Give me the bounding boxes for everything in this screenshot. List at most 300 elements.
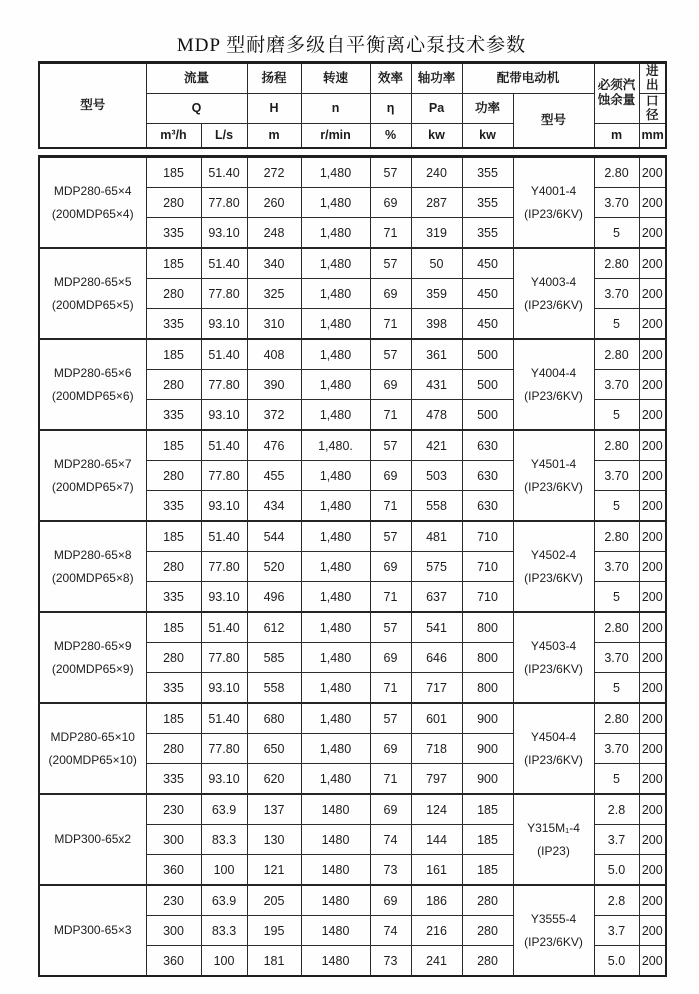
flow-m3h-cell: 185 <box>146 430 201 461</box>
port-cell: 200 <box>639 188 666 218</box>
speed-cell: 1,480 <box>301 582 370 613</box>
efficiency-cell: 57 <box>370 521 411 552</box>
speed-cell: 1,480 <box>301 400 370 431</box>
shaft-power-cell: 421 <box>411 430 462 461</box>
table-row <box>39 157 666 188</box>
shaft-power-cell: 797 <box>411 764 462 795</box>
flow-ls-cell: 51.40 <box>201 430 247 461</box>
shaft-power-cell: 558 <box>411 491 462 522</box>
motor-power-cell: 710 <box>462 521 513 552</box>
head-cell: 137 <box>247 794 301 825</box>
flow-m3h-cell: 280 <box>146 734 201 764</box>
speed-cell: 1,480 <box>301 612 370 643</box>
npsh-cell: 3.70 <box>594 461 639 491</box>
flow-ls-cell: 93.10 <box>201 218 247 249</box>
col-header-head: 扬程 <box>247 63 301 94</box>
flow-m3h-cell: 280 <box>146 370 201 400</box>
motor-power-cell: 900 <box>462 764 513 795</box>
flow-ls-cell: 93.10 <box>201 673 247 704</box>
efficiency-cell: 57 <box>370 430 411 461</box>
col-header-npsh <box>594 63 639 124</box>
speed-cell: 1,480. <box>301 430 370 461</box>
shaft-power-cell: 718 <box>411 734 462 764</box>
flow-m3h-cell: 280 <box>146 279 201 309</box>
efficiency-cell: 71 <box>370 491 411 522</box>
motor-model-line1: Y4504-4 <box>530 729 577 744</box>
efficiency-cell: 69 <box>370 885 411 916</box>
motor-power-cell: 630 <box>462 491 513 522</box>
npsh-cell: 5.0 <box>594 855 639 886</box>
efficiency-cell: 57 <box>370 703 411 734</box>
head-cell: 181 <box>247 946 301 977</box>
speed-cell: 1,480 <box>301 703 370 734</box>
motor-model-cell <box>513 430 594 521</box>
head-cell: 340 <box>247 248 301 279</box>
unit-port: mm <box>639 123 666 148</box>
flow-ls-cell: 51.40 <box>201 703 247 734</box>
port-cell: 200 <box>639 491 666 522</box>
motor-power-cell: 710 <box>462 582 513 613</box>
unit-npsh: m <box>594 123 639 148</box>
head-cell: 248 <box>247 218 301 249</box>
motor-model-line2: (IP23/6KV) <box>524 661 583 676</box>
port-cell: 200 <box>639 673 666 704</box>
table-row <box>39 339 666 370</box>
port-cell: 200 <box>639 521 666 552</box>
motor-power-cell: 500 <box>462 339 513 370</box>
npsh-cell: 3.70 <box>594 188 639 218</box>
port-cell: 200 <box>639 916 666 946</box>
motor-model-cell <box>513 248 594 339</box>
head-cell: 585 <box>247 643 301 673</box>
motor-model-line2: (IP23) <box>537 843 570 858</box>
shaft-power-cell: 717 <box>411 673 462 704</box>
npsh-cell: 2.8 <box>594 794 639 825</box>
pump-model-cell <box>39 521 146 612</box>
flow-ls-cell: 51.40 <box>201 612 247 643</box>
col-header-speed: 转速 <box>301 63 370 94</box>
shaft-power-cell: 601 <box>411 703 462 734</box>
efficiency-cell: 74 <box>370 825 411 855</box>
head-cell: 260 <box>247 188 301 218</box>
motor-model-line1: Y4003-4 <box>530 274 577 289</box>
port-cell: 200 <box>639 885 666 916</box>
npsh-cell: 3.70 <box>594 370 639 400</box>
port-cell: 200 <box>639 612 666 643</box>
efficiency-cell: 71 <box>370 309 411 340</box>
motor-model-line1: Y4004-4 <box>530 365 577 380</box>
col-header-efficiency: 效率 <box>370 63 411 94</box>
flow-ls-cell: 93.10 <box>201 491 247 522</box>
npsh-cell: 3.7 <box>594 825 639 855</box>
head-cell: 121 <box>247 855 301 886</box>
npsh-cell: 2.80 <box>594 703 639 734</box>
table-row <box>39 248 666 279</box>
flow-m3h-cell: 335 <box>146 400 201 431</box>
port-cell: 200 <box>639 643 666 673</box>
npsh-cell: 2.80 <box>594 612 639 643</box>
efficiency-cell: 69 <box>370 734 411 764</box>
motor-power-cell: 900 <box>462 703 513 734</box>
npsh-cell: 5.0 <box>594 946 639 977</box>
shaft-power-cell: 637 <box>411 582 462 613</box>
shaft-power-cell: 124 <box>411 794 462 825</box>
efficiency-cell: 57 <box>370 612 411 643</box>
col-header-port-line1: 进出 <box>639 63 666 94</box>
speed-cell: 1480 <box>301 916 370 946</box>
motor-power-cell: 710 <box>462 552 513 582</box>
head-cell: 390 <box>247 370 301 400</box>
npsh-cell: 3.7 <box>594 916 639 946</box>
unit-flow-m3h: m³/h <box>146 123 201 148</box>
flow-ls-cell: 100 <box>201 855 247 886</box>
motor-power-cell: 630 <box>462 430 513 461</box>
unit-efficiency: % <box>370 123 411 148</box>
efficiency-cell: 73 <box>370 946 411 977</box>
head-cell: 558 <box>247 673 301 704</box>
col-header-port-line2: 口径 <box>639 93 666 123</box>
shaft-power-cell: 319 <box>411 218 462 249</box>
efficiency-cell: 57 <box>370 339 411 370</box>
npsh-cell: 3.70 <box>594 643 639 673</box>
col-header-speed-symbol: n <box>301 93 370 123</box>
flow-m3h-cell: 280 <box>146 643 201 673</box>
table-row <box>39 794 666 825</box>
port-cell: 200 <box>639 218 666 249</box>
table-row <box>39 521 666 552</box>
flow-ls-cell: 93.10 <box>201 764 247 795</box>
npsh-cell: 3.70 <box>594 279 639 309</box>
motor-model-cell <box>513 339 594 430</box>
speed-cell: 1480 <box>301 794 370 825</box>
motor-model-cell <box>513 703 594 794</box>
npsh-cell: 5 <box>594 673 639 704</box>
shaft-power-cell: 541 <box>411 612 462 643</box>
flow-ls-cell: 77.80 <box>201 188 247 218</box>
motor-model-line2: (IP23/6KV) <box>524 934 583 949</box>
head-cell: 520 <box>247 552 301 582</box>
pump-model-line2: (200MDP65×9) <box>51 661 134 676</box>
flow-m3h-cell: 335 <box>146 218 201 249</box>
flow-ls-cell: 93.10 <box>201 400 247 431</box>
efficiency-cell: 69 <box>370 643 411 673</box>
speed-cell: 1,480 <box>301 552 370 582</box>
motor-power-cell: 450 <box>462 248 513 279</box>
motor-power-cell: 500 <box>462 370 513 400</box>
col-header-head-symbol: H <box>247 93 301 123</box>
speed-cell: 1480 <box>301 825 370 855</box>
speed-cell: 1,480 <box>301 157 370 188</box>
motor-power-cell: 900 <box>462 734 513 764</box>
flow-ls-cell: 77.80 <box>201 279 247 309</box>
unit-speed: r/min <box>301 123 370 148</box>
col-header-npsh-line2: 蚀余量 <box>597 93 636 108</box>
motor-model-line2: (IP23/6KV) <box>524 570 583 585</box>
flow-ls-cell: 51.40 <box>201 248 247 279</box>
head-cell: 455 <box>247 461 301 491</box>
motor-model-line1: Y4502-4 <box>530 547 577 562</box>
efficiency-cell: 71 <box>370 764 411 795</box>
pump-model-cell <box>39 703 146 794</box>
head-cell: 130 <box>247 825 301 855</box>
flow-ls-cell: 83.3 <box>201 825 247 855</box>
flow-m3h-cell: 280 <box>146 552 201 582</box>
head-cell: 544 <box>247 521 301 552</box>
motor-model-line2: (IP23/6KV) <box>524 206 583 221</box>
table-row <box>39 430 666 461</box>
speed-cell: 1,480 <box>301 491 370 522</box>
efficiency-cell: 73 <box>370 855 411 886</box>
speed-cell: 1,480 <box>301 339 370 370</box>
head-cell: 195 <box>247 916 301 946</box>
flow-m3h-cell: 335 <box>146 673 201 704</box>
flow-m3h-cell: 185 <box>146 248 201 279</box>
speed-cell: 1,480 <box>301 461 370 491</box>
flow-ls-cell: 51.40 <box>201 339 247 370</box>
speed-cell: 1,480 <box>301 643 370 673</box>
shaft-power-cell: 50 <box>411 248 462 279</box>
pump-model-line2: (200MDP65×4) <box>51 206 134 221</box>
speed-cell: 1,480 <box>301 370 370 400</box>
port-cell: 200 <box>639 309 666 340</box>
speed-cell: 1,480 <box>301 521 370 552</box>
flow-m3h-cell: 300 <box>146 825 201 855</box>
efficiency-cell: 71 <box>370 673 411 704</box>
flow-ls-cell: 63.9 <box>201 885 247 916</box>
shaft-power-cell: 359 <box>411 279 462 309</box>
flow-ls-cell: 77.80 <box>201 461 247 491</box>
motor-model-line2: (IP23/6KV) <box>524 479 583 494</box>
head-cell: 496 <box>247 582 301 613</box>
pump-model-line1: MDP300-65x2 <box>54 832 132 847</box>
col-header-npsh-line1: 必须汽 <box>597 77 636 92</box>
npsh-cell: 5 <box>594 764 639 795</box>
shaft-power-cell: 478 <box>411 400 462 431</box>
shaft-power-cell: 575 <box>411 552 462 582</box>
flow-m3h-cell: 280 <box>146 461 201 491</box>
shaft-power-cell: 361 <box>411 339 462 370</box>
npsh-cell: 2.80 <box>594 521 639 552</box>
shaft-power-cell: 398 <box>411 309 462 340</box>
head-cell: 620 <box>247 764 301 795</box>
motor-power-cell: 450 <box>462 309 513 340</box>
speed-cell: 1,480 <box>301 188 370 218</box>
spec-table-body <box>38 155 667 977</box>
flow-m3h-cell: 230 <box>146 885 201 916</box>
motor-power-cell: 185 <box>462 794 513 825</box>
flow-m3h-cell: 185 <box>146 339 201 370</box>
motor-model-line1: Y315M₁-4 <box>527 820 580 835</box>
pump-model-line1: MDP280-65×7 <box>53 456 132 471</box>
flow-m3h-cell: 335 <box>146 309 201 340</box>
flow-ls-cell: 63.9 <box>201 794 247 825</box>
pump-model-cell <box>39 248 146 339</box>
col-header-motor: 配带电动机 <box>462 63 594 94</box>
shaft-power-cell: 287 <box>411 188 462 218</box>
motor-model-line2: (IP23/6KV) <box>524 388 583 403</box>
flow-ls-cell: 100 <box>201 946 247 977</box>
flow-m3h-cell: 360 <box>146 855 201 886</box>
unit-shaft-power: kw <box>411 123 462 148</box>
table-row <box>39 612 666 643</box>
port-cell: 200 <box>639 582 666 613</box>
speed-cell: 1,480 <box>301 734 370 764</box>
motor-model-line1: Y4503-4 <box>530 638 577 653</box>
pump-model-cell <box>39 885 146 976</box>
port-cell: 200 <box>639 157 666 188</box>
shaft-power-cell: 161 <box>411 855 462 886</box>
spec-table-header <box>38 61 667 149</box>
port-cell: 200 <box>639 855 666 886</box>
head-cell: 650 <box>247 734 301 764</box>
col-header-shaft-power: 轴功率 <box>411 63 462 94</box>
flow-m3h-cell: 335 <box>146 582 201 613</box>
pump-model-line2: (200MDP65×6) <box>51 388 134 403</box>
efficiency-cell: 57 <box>370 248 411 279</box>
flow-m3h-cell: 230 <box>146 794 201 825</box>
table-row <box>39 703 666 734</box>
motor-model-cell <box>513 612 594 703</box>
pump-model-line1: MDP280-65×5 <box>53 274 132 289</box>
flow-ls-cell: 77.80 <box>201 734 247 764</box>
speed-cell: 1480 <box>301 855 370 886</box>
flow-m3h-cell: 335 <box>146 491 201 522</box>
npsh-cell: 2.80 <box>594 248 639 279</box>
port-cell: 200 <box>639 552 666 582</box>
npsh-cell: 5 <box>594 218 639 249</box>
speed-cell: 1480 <box>301 885 370 916</box>
motor-model-line2: (IP23/6KV) <box>524 752 583 767</box>
flow-m3h-cell: 300 <box>146 916 201 946</box>
speed-cell: 1,480 <box>301 279 370 309</box>
port-cell: 200 <box>639 794 666 825</box>
port-cell: 200 <box>639 400 666 431</box>
flow-ls-cell: 51.40 <box>201 521 247 552</box>
npsh-cell: 5 <box>594 582 639 613</box>
unit-head: m <box>247 123 301 148</box>
pump-model-line1: MDP280-65×8 <box>53 547 132 562</box>
spec-table-rows <box>39 157 666 977</box>
flow-m3h-cell: 185 <box>146 157 201 188</box>
pump-model-line2: (200MDP65×5) <box>51 297 134 312</box>
port-cell: 200 <box>639 430 666 461</box>
npsh-cell: 5 <box>594 309 639 340</box>
pump-model-cell <box>39 157 146 249</box>
flow-ls-cell: 77.80 <box>201 370 247 400</box>
motor-model-line1: Y4001-4 <box>530 183 577 198</box>
shaft-power-cell: 144 <box>411 825 462 855</box>
flow-ls-cell: 93.10 <box>201 309 247 340</box>
shaft-power-cell: 186 <box>411 885 462 916</box>
efficiency-cell: 71 <box>370 582 411 613</box>
motor-model-cell <box>513 794 594 885</box>
flow-m3h-cell: 360 <box>146 946 201 977</box>
port-cell: 200 <box>639 825 666 855</box>
motor-model-cell <box>513 157 594 249</box>
shaft-power-cell: 646 <box>411 643 462 673</box>
shaft-power-cell: 431 <box>411 370 462 400</box>
motor-model-line2: (IP23/6KV) <box>524 297 583 312</box>
motor-model-cell <box>513 521 594 612</box>
head-cell: 205 <box>247 885 301 916</box>
motor-power-cell: 280 <box>462 946 513 977</box>
motor-power-cell: 500 <box>462 400 513 431</box>
col-header-pump-model: 型号 <box>39 63 146 148</box>
speed-cell: 1,480 <box>301 218 370 249</box>
npsh-cell: 2.80 <box>594 430 639 461</box>
speed-cell: 1,480 <box>301 764 370 795</box>
efficiency-cell: 69 <box>370 188 411 218</box>
col-header-shaft-power-symbol: Pa <box>411 93 462 123</box>
head-cell: 310 <box>247 309 301 340</box>
shaft-power-cell: 503 <box>411 461 462 491</box>
motor-power-cell: 280 <box>462 916 513 946</box>
speed-cell: 1,480 <box>301 673 370 704</box>
flow-m3h-cell: 185 <box>146 521 201 552</box>
table-row <box>39 885 666 916</box>
shaft-power-cell: 240 <box>411 157 462 188</box>
unit-motor-power: kw <box>462 123 513 148</box>
efficiency-cell: 71 <box>370 218 411 249</box>
motor-power-cell: 185 <box>462 825 513 855</box>
pump-model-line2: (200MDP65×8) <box>51 570 134 585</box>
motor-power-cell: 450 <box>462 279 513 309</box>
pump-model-line1: MDP280-65×6 <box>53 365 132 380</box>
efficiency-cell: 57 <box>370 157 411 188</box>
motor-power-cell: 800 <box>462 643 513 673</box>
motor-power-cell: 800 <box>462 673 513 704</box>
efficiency-cell: 69 <box>370 461 411 491</box>
efficiency-cell: 69 <box>370 794 411 825</box>
pump-model-line1: MDP280-65×4 <box>53 183 132 198</box>
flow-ls-cell: 77.80 <box>201 552 247 582</box>
port-cell: 200 <box>639 734 666 764</box>
pump-model-cell <box>39 430 146 521</box>
col-header-motor-power: 功率 <box>462 93 513 123</box>
shaft-power-cell: 481 <box>411 521 462 552</box>
flow-ls-cell: 51.40 <box>201 157 247 188</box>
efficiency-cell: 74 <box>370 916 411 946</box>
head-cell: 272 <box>247 157 301 188</box>
efficiency-cell: 69 <box>370 279 411 309</box>
npsh-cell: 5 <box>594 491 639 522</box>
npsh-cell: 2.80 <box>594 157 639 188</box>
pump-model-cell <box>39 612 146 703</box>
header-row-1 <box>39 63 666 94</box>
port-cell: 200 <box>639 461 666 491</box>
flow-m3h-cell: 185 <box>146 612 201 643</box>
pump-model-line2: (200MDP65×7) <box>51 479 134 494</box>
pump-model-line2: (200MDP65×10) <box>48 752 137 767</box>
motor-power-cell: 280 <box>462 885 513 916</box>
port-cell: 200 <box>639 946 666 977</box>
motor-power-cell: 800 <box>462 612 513 643</box>
col-header-flow-symbol: Q <box>146 93 247 123</box>
flow-m3h-cell: 185 <box>146 703 201 734</box>
port-cell: 200 <box>639 339 666 370</box>
head-cell: 408 <box>247 339 301 370</box>
port-cell: 200 <box>639 703 666 734</box>
head-cell: 325 <box>247 279 301 309</box>
page-title: MDP 型耐磨多级自平衡离心泵技术参数 <box>176 35 527 56</box>
speed-cell: 1,480 <box>301 309 370 340</box>
motor-model-line1: Y4501-4 <box>530 456 577 471</box>
speed-cell: 1,480 <box>301 248 370 279</box>
npsh-cell: 5 <box>594 400 639 431</box>
shaft-power-cell: 216 <box>411 916 462 946</box>
flow-ls-cell: 77.80 <box>201 643 247 673</box>
pump-model-line1: MDP280-65×10 <box>50 729 135 744</box>
